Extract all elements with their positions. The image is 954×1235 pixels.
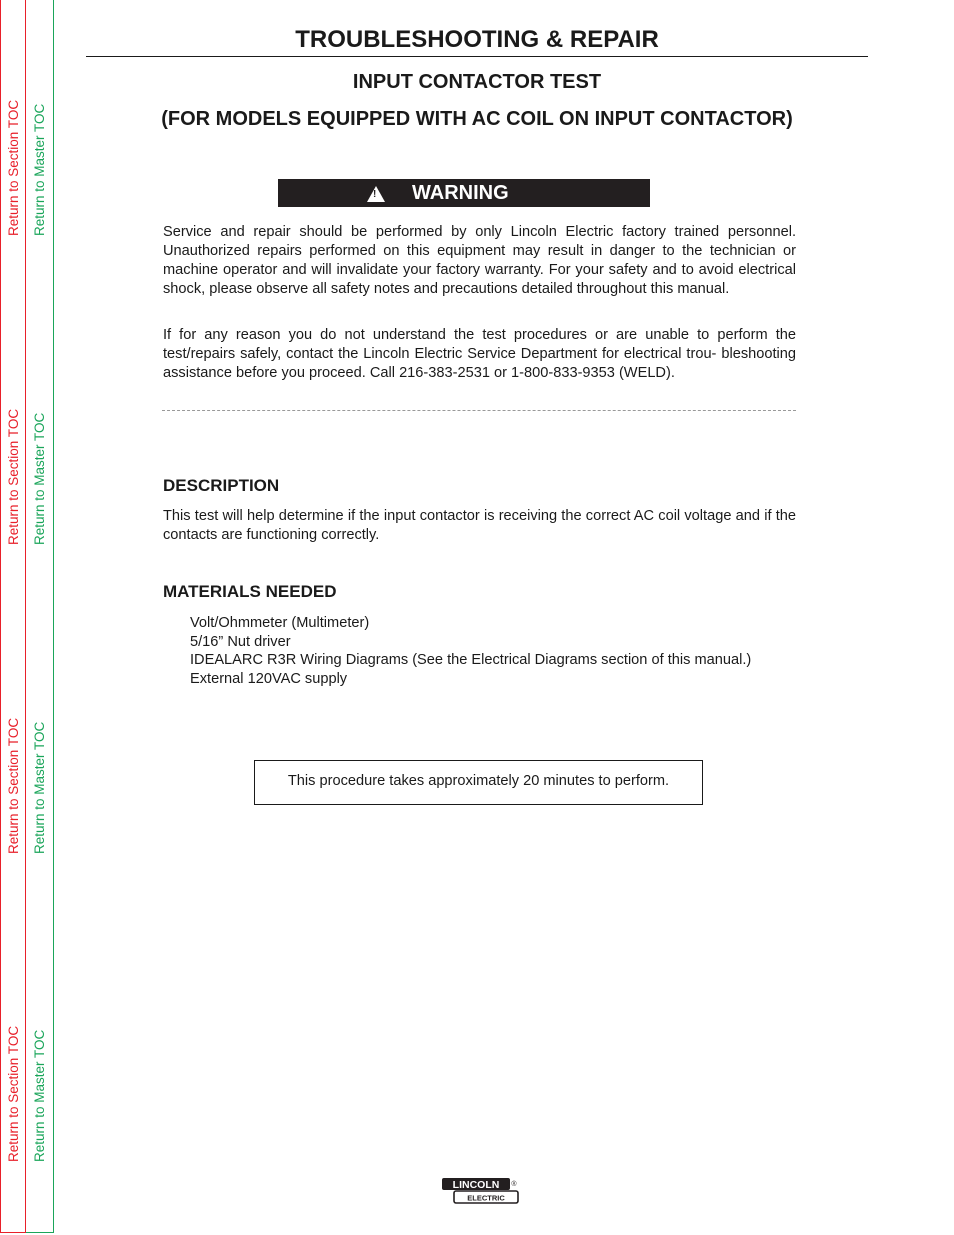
return-to-section-toc-link[interactable]: Return to Section TOC	[6, 717, 21, 854]
return-to-master-toc-link[interactable]: Return to Master TOC	[32, 412, 47, 545]
title-divider	[86, 56, 868, 57]
materials-heading: MATERIALS NEEDED	[163, 582, 337, 601]
return-to-master-toc-link[interactable]: Return to Master TOC	[32, 103, 47, 236]
list-item: 5/16” Nut driver	[190, 633, 291, 650]
page-title: TROUBLESHOOTING & REPAIR	[295, 26, 659, 53]
registered-mark: ®	[511, 1181, 517, 1188]
description-text: This test will help determine if the input contactor is receiving the correct AC coil voltage and if the contacts are functioning correctly.	[163, 508, 796, 543]
warning-paragraph-service: Service and repair should be performed by only Lincoln Electric factory trained personnel. Unauthorized repairs performed on this equipment may result in danger to the technician or machine operator and will invalidate your factory warranty. For your safety and to avoid electrical shock, please observe all safety notes and precautions detailed throughout this manual.	[163, 224, 796, 297]
return-to-master-toc-link[interactable]: Return to Master TOC	[32, 1029, 47, 1162]
logo-top-text: LINCOLN	[452, 1179, 500, 1191]
list-item: Volt/Ohmmeter (Multimeter)	[190, 615, 370, 631]
materials-list	[190, 614, 751, 689]
test-title: INPUT CONTACTOR TEST	[352, 71, 602, 93]
warning-paragraph-contact: If for any reason you do not understand the test procedures or are unable to perform the test/repairs safely, contact the Lincoln Electric Service Department for electrical trou- bleshooting assistance before you proceed. Call 216-383-2531 or 1-800-833-9353 (WELD).	[163, 327, 796, 381]
lincoln-electric-logo	[441, 1177, 519, 1204]
warning-banner	[278, 179, 650, 207]
return-to-section-toc-link[interactable]: Return to Section TOC	[6, 1025, 21, 1162]
section-divider	[162, 410, 796, 411]
list-item: IDEALARC R3R Wiring Diagrams (See the Electrical Diagrams section of this manual.)	[190, 652, 752, 669]
return-to-section-toc-link[interactable]: Return to Section TOC	[6, 408, 21, 545]
logo-bottom-text: ELECTRIC	[467, 1193, 505, 1203]
warning-label: WARNING	[412, 182, 509, 204]
return-to-master-toc-link[interactable]: Return to Master TOC	[32, 721, 47, 854]
procedure-time-box: This procedure takes approximately 20 minutes to perform.	[254, 760, 703, 805]
warning-triangle-icon: !	[367, 186, 385, 202]
list-item: External 120VAC supply	[190, 671, 348, 688]
description-heading: DESCRIPTION	[163, 476, 280, 495]
test-subtitle: (FOR MODELS EQUIPPED WITH AC COIL ON INPUT CONTACTOR)	[161, 108, 793, 130]
return-to-section-toc-link[interactable]: Return to Section TOC	[6, 99, 21, 236]
